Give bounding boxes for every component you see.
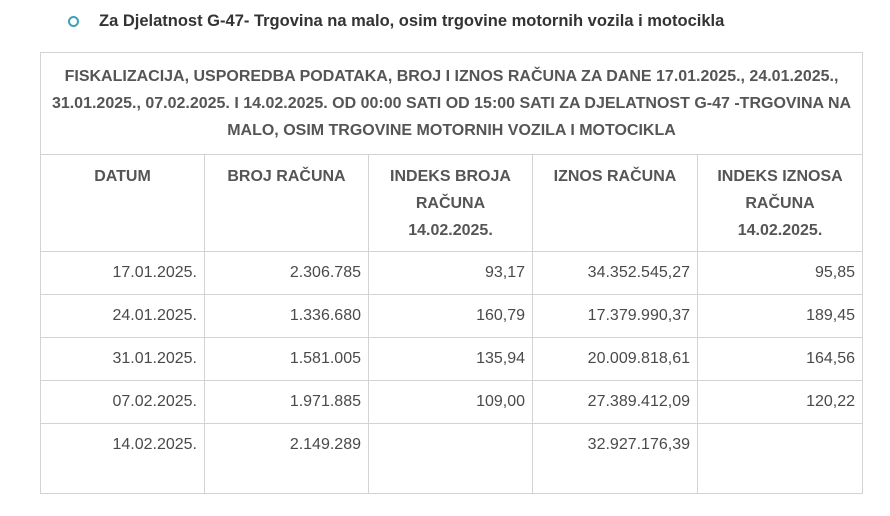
cell-iznos-racuna: 20.009.818,61 <box>533 338 698 381</box>
table-row <box>41 338 863 381</box>
cell-broj-racuna: 1.581.005 <box>205 338 369 381</box>
cell-datum: 17.01.2025. <box>41 252 205 295</box>
column-header-indeks-broja: INDEKS BROJA RAČUNA 14.02.2025. <box>369 155 533 252</box>
table-caption: FISKALIZACIJA, USPOREDBA PODATAKA, BROJ I IZNOS RAČUNA ZA DANE 17.01.2025., 24.01.2025., 31.01.2025., 07.02.2025. I 14.02.2025. OD 00:00 SATI OD 15:00 SATI ZA DJELATNOST G-47 -TRGOVINA NA MALO, OSIM TRGOVINE MOTORNIH VOZILA I MOTOCIKLA <box>41 53 863 155</box>
cell-indeks-broja: 160,79 <box>369 295 533 338</box>
table-row <box>41 295 863 338</box>
cell-indeks-iznosa <box>698 424 863 494</box>
cell-indeks-iznosa: 164,56 <box>698 338 863 381</box>
cell-datum: 24.01.2025. <box>41 295 205 338</box>
table-row <box>41 424 863 494</box>
cell-indeks-iznosa: 189,45 <box>698 295 863 338</box>
cell-indeks-broja: 109,00 <box>369 381 533 424</box>
cell-indeks-broja: 135,94 <box>369 338 533 381</box>
cell-datum: 07.02.2025. <box>41 381 205 424</box>
cell-iznos-racuna: 27.389.412,09 <box>533 381 698 424</box>
caption-row <box>41 53 863 155</box>
cell-broj-racuna: 1.336.680 <box>205 295 369 338</box>
cell-iznos-racuna: 17.379.990,37 <box>533 295 698 338</box>
cell-indeks-broja: 93,17 <box>369 252 533 295</box>
cell-broj-racuna: 2.306.785 <box>205 252 369 295</box>
cell-broj-racuna: 2.149.289 <box>205 424 369 494</box>
table-row <box>41 381 863 424</box>
cell-indeks-iznosa: 120,22 <box>698 381 863 424</box>
cell-indeks-broja <box>369 424 533 494</box>
column-header-iznos-racuna: IZNOS RAČUNA <box>533 155 698 252</box>
cell-indeks-iznosa: 95,85 <box>698 252 863 295</box>
column-header-datum: DATUM <box>41 155 205 252</box>
column-header-broj-racuna: BROJ RAČUNA <box>205 155 369 252</box>
section-heading <box>68 9 724 33</box>
table-row <box>41 252 863 295</box>
bullet-icon <box>68 16 79 27</box>
cell-datum: 14.02.2025. <box>41 424 205 494</box>
column-header-indeks-iznosa: INDEKS IZNOSA RAČUNA 14.02.2025. <box>698 155 863 252</box>
cell-iznos-racuna: 34.352.545,27 <box>533 252 698 295</box>
cell-broj-racuna: 1.971.885 <box>205 381 369 424</box>
header-row <box>41 155 863 252</box>
cell-datum: 31.01.2025. <box>41 338 205 381</box>
heading-text: Za Djelatnost G-47- Trgovina na malo, osim trgovine motornih vozila i motocikla <box>99 11 725 30</box>
cell-iznos-racuna: 32.927.176,39 <box>533 424 698 494</box>
fiscalization-table <box>40 52 863 494</box>
